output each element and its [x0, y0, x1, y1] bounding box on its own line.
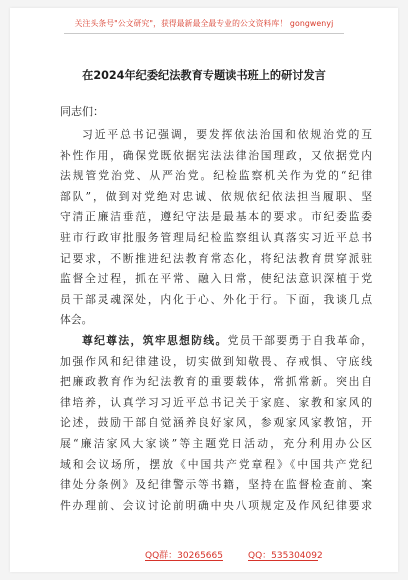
paragraph-1 — [60, 125, 372, 331]
paragraph-line: 监督全过程，抓在平常、融入日常，使纪法意识深植于党 — [60, 272, 372, 286]
header-note: 关注头条号"公文研究"，获得最新最全最专业的公文资料库！ gongwenyj — [74, 19, 334, 28]
paragraph-line: 员干部灵魂深处，内化于心、外化于行。下面，我谈几点 — [60, 292, 372, 306]
paragraph-line: 把廉政教育作为纪法教育的重要载体，常抓常新。突出自 — [60, 375, 372, 389]
paragraph-line: 记要求，不断推进纪法教育常态化，将纪法教育贯穿派驻 — [60, 251, 372, 265]
header-divider — [64, 33, 344, 34]
paragraph-line: 律培养，认真学习习近平总书记关于家庭、家教和家风的 — [60, 395, 372, 409]
paragraph-line: 加强作风和纪律建设，切实做到知敬畏、存戒惧、守底线 — [60, 354, 372, 368]
footer-qq-number: QQ：535304092 — [248, 551, 323, 561]
paragraph-line-rest: 党员干部要勇于自我革命， — [227, 333, 372, 347]
paragraph-line: 法规管党治党、从严治党。纪检监察机关作为党的“纪律 — [60, 169, 372, 183]
paragraph-line: 律处分条例》及纪律警示等书籍，坚持在监督检查前、案 — [60, 478, 372, 492]
document-page — [10, 8, 398, 572]
paragraph-line: 域和会议场所，摆放《中国共产党章程》《中国共产党纪 — [60, 457, 372, 471]
paragraph-line: 件办理前、会议讨论前明确中央八项规定及作风纪律要求 — [60, 498, 372, 512]
paragraph-line: 守清正廉洁垂范，遵纪守法是最基本的要求。市纪委监委 — [60, 210, 372, 224]
paragraph-2 — [60, 331, 372, 516]
document-title: 在2024年纪委纪法教育专题读书班上的研讨发言 — [82, 69, 326, 82]
paragraph-line: 展“廉洁家风大家谈”等主题党日活动，充分利用办公区 — [60, 436, 372, 450]
paragraph-line: 体会。 — [60, 313, 93, 327]
paragraph-line: 习近平总书记强调，要发挥依法治国和依规治党的互 — [82, 128, 372, 141]
footer-underline — [248, 560, 318, 561]
document-body — [60, 125, 372, 516]
section-heading: 尊纪尊法，筑牢思想防线。 — [82, 333, 228, 347]
salutation: 同志们： — [60, 105, 104, 118]
paragraph-line: 驻市行政审批服务管理局纪检监察组认真落实习近平总书 — [60, 230, 372, 244]
paragraph-first-line — [60, 331, 372, 352]
footer-underline — [145, 560, 223, 561]
paragraph-line: 论述，鼓励干部自觉涵养良好家风，参观家风家教馆，开 — [60, 416, 372, 430]
paragraph-line: 补性作用，确保党既依据宪法法律治国理政，又依据党内 — [60, 148, 372, 162]
paragraph-line: 部队”，做到对党绝对忠诚、依规依纪依法担当履职、坚 — [60, 189, 372, 203]
footer-qq-group: QQ群：30265665 — [145, 551, 223, 561]
